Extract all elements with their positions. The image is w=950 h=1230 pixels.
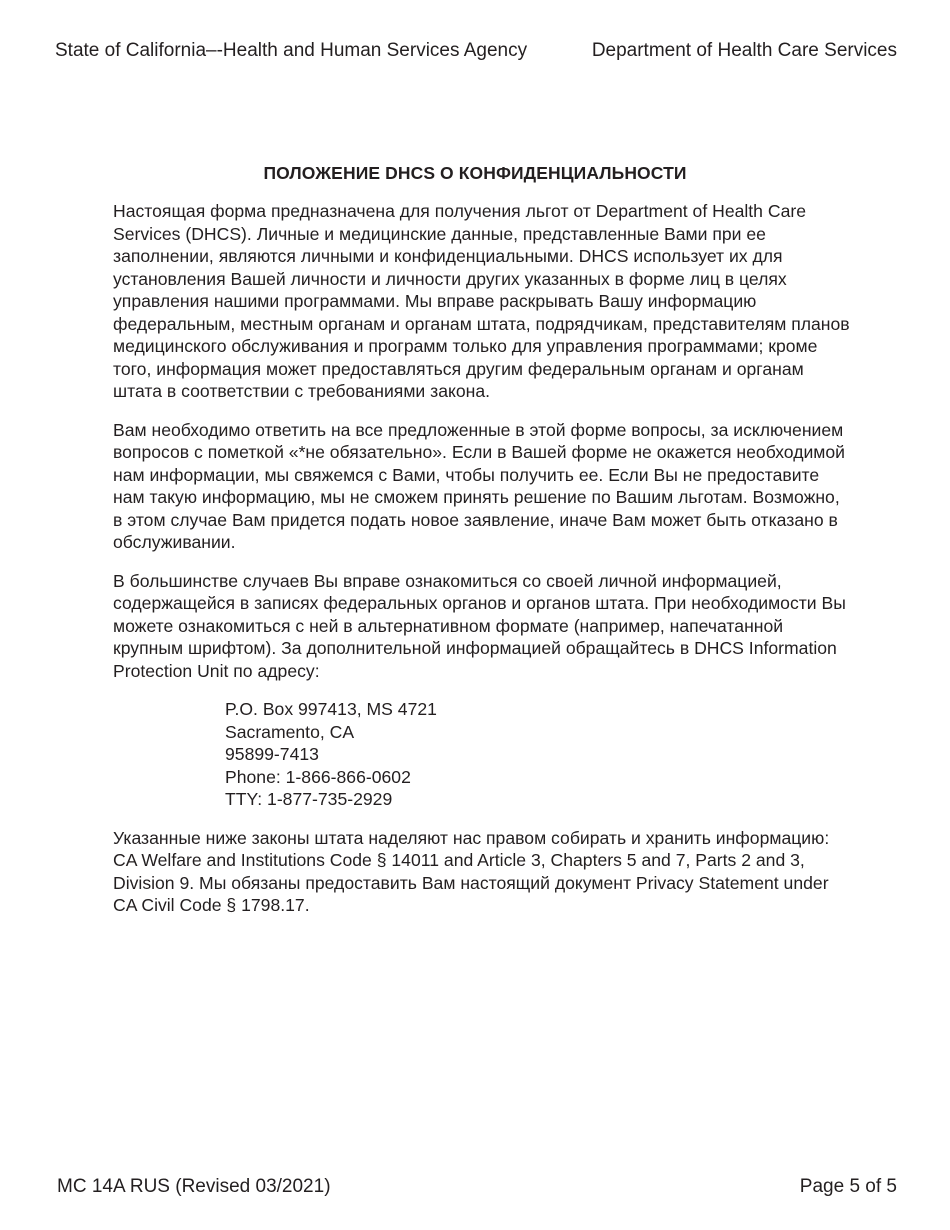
header-agency: State of California–-Health and Human Services Agency bbox=[55, 40, 528, 61]
paragraph-legal-basis: Указанные ниже законы штата наделяют нас правом собирать и хранить информацию: CA Welfare and Institutions Code § 14011 and Article 3, Chapters 5 and 7, Parts 2 and 3, Division 9. Мы обязаны предоставить Вам настоящий документ Privacy Statement under CA Civil Code § 1798.17. bbox=[113, 827, 830, 915]
paragraph-required-questions: Вам необходимо ответить на все предложенные в этой форме вопросы, за исключением вопросов с пометкой «*не обязательно». Если в Вашей форме не окажется необходимой нам информации, мы свяжемся с Вами, чтобы получить ее. Если Вы не предоставите нам такую информацию, мы не сможем принять решение по Вашим льготам. Возможно, в этом случае Вам придется подать новое заявление, иначе Вам может быть отказано в обслуживании. bbox=[113, 419, 845, 552]
address-po-box: P.O. Box 997413, MS 4721 bbox=[225, 699, 437, 719]
address-tty: TTY: 1-877-735-2929 bbox=[225, 789, 393, 809]
address-block bbox=[225, 698, 853, 811]
footer-page-number: Page 5 of 5 bbox=[799, 1176, 897, 1197]
address-phone: Phone: 1-866-866-0602 bbox=[225, 766, 411, 787]
header-department: Department of Health Care Services bbox=[591, 40, 897, 61]
paragraph-purpose: Настоящая форма предназначена для получения льгот от Department of Health Care Services (DHCS). Личные и медицинские данные, представленные Вами при ее заполнении, являются личными и конфиденциальными. DHCS использует их для установления Вашей личности и личности других указанных в форме лиц в целях управления нашими программами. Мы вправе раскрывать Вашу информацию федеральным, местным органам и органам штата, подрядчикам, представителям планов медицинского обслуживания и программ только для управления программами; кроме того, информация может предоставляться другим федеральным органам и органам штата в соответствии с требованиями закона. bbox=[113, 201, 850, 401]
footer-form-id: MC 14A RUS (Revised 03/2021) bbox=[57, 1176, 331, 1197]
document-body bbox=[113, 200, 853, 933]
paragraph-access-rights: В большинстве случаев Вы вправе ознакомиться со своей личной информацией, содержащейся в записях федеральных органов и органов штата. При необходимости Вы можете ознакомиться с ней в альтернативном формате (например, напечатанной крупным шрифтом). За дополнительной информацией обращайтесь в DHCS Information Protection Unit по адресу: bbox=[113, 570, 846, 681]
document-title: ПОЛОЖЕНИЕ DHCS О КОНФИДЕНЦИАЛЬНОСТИ bbox=[263, 163, 687, 183]
address-city: Sacramento, CA bbox=[225, 721, 355, 742]
address-zip: 95899-7413 bbox=[225, 744, 319, 764]
